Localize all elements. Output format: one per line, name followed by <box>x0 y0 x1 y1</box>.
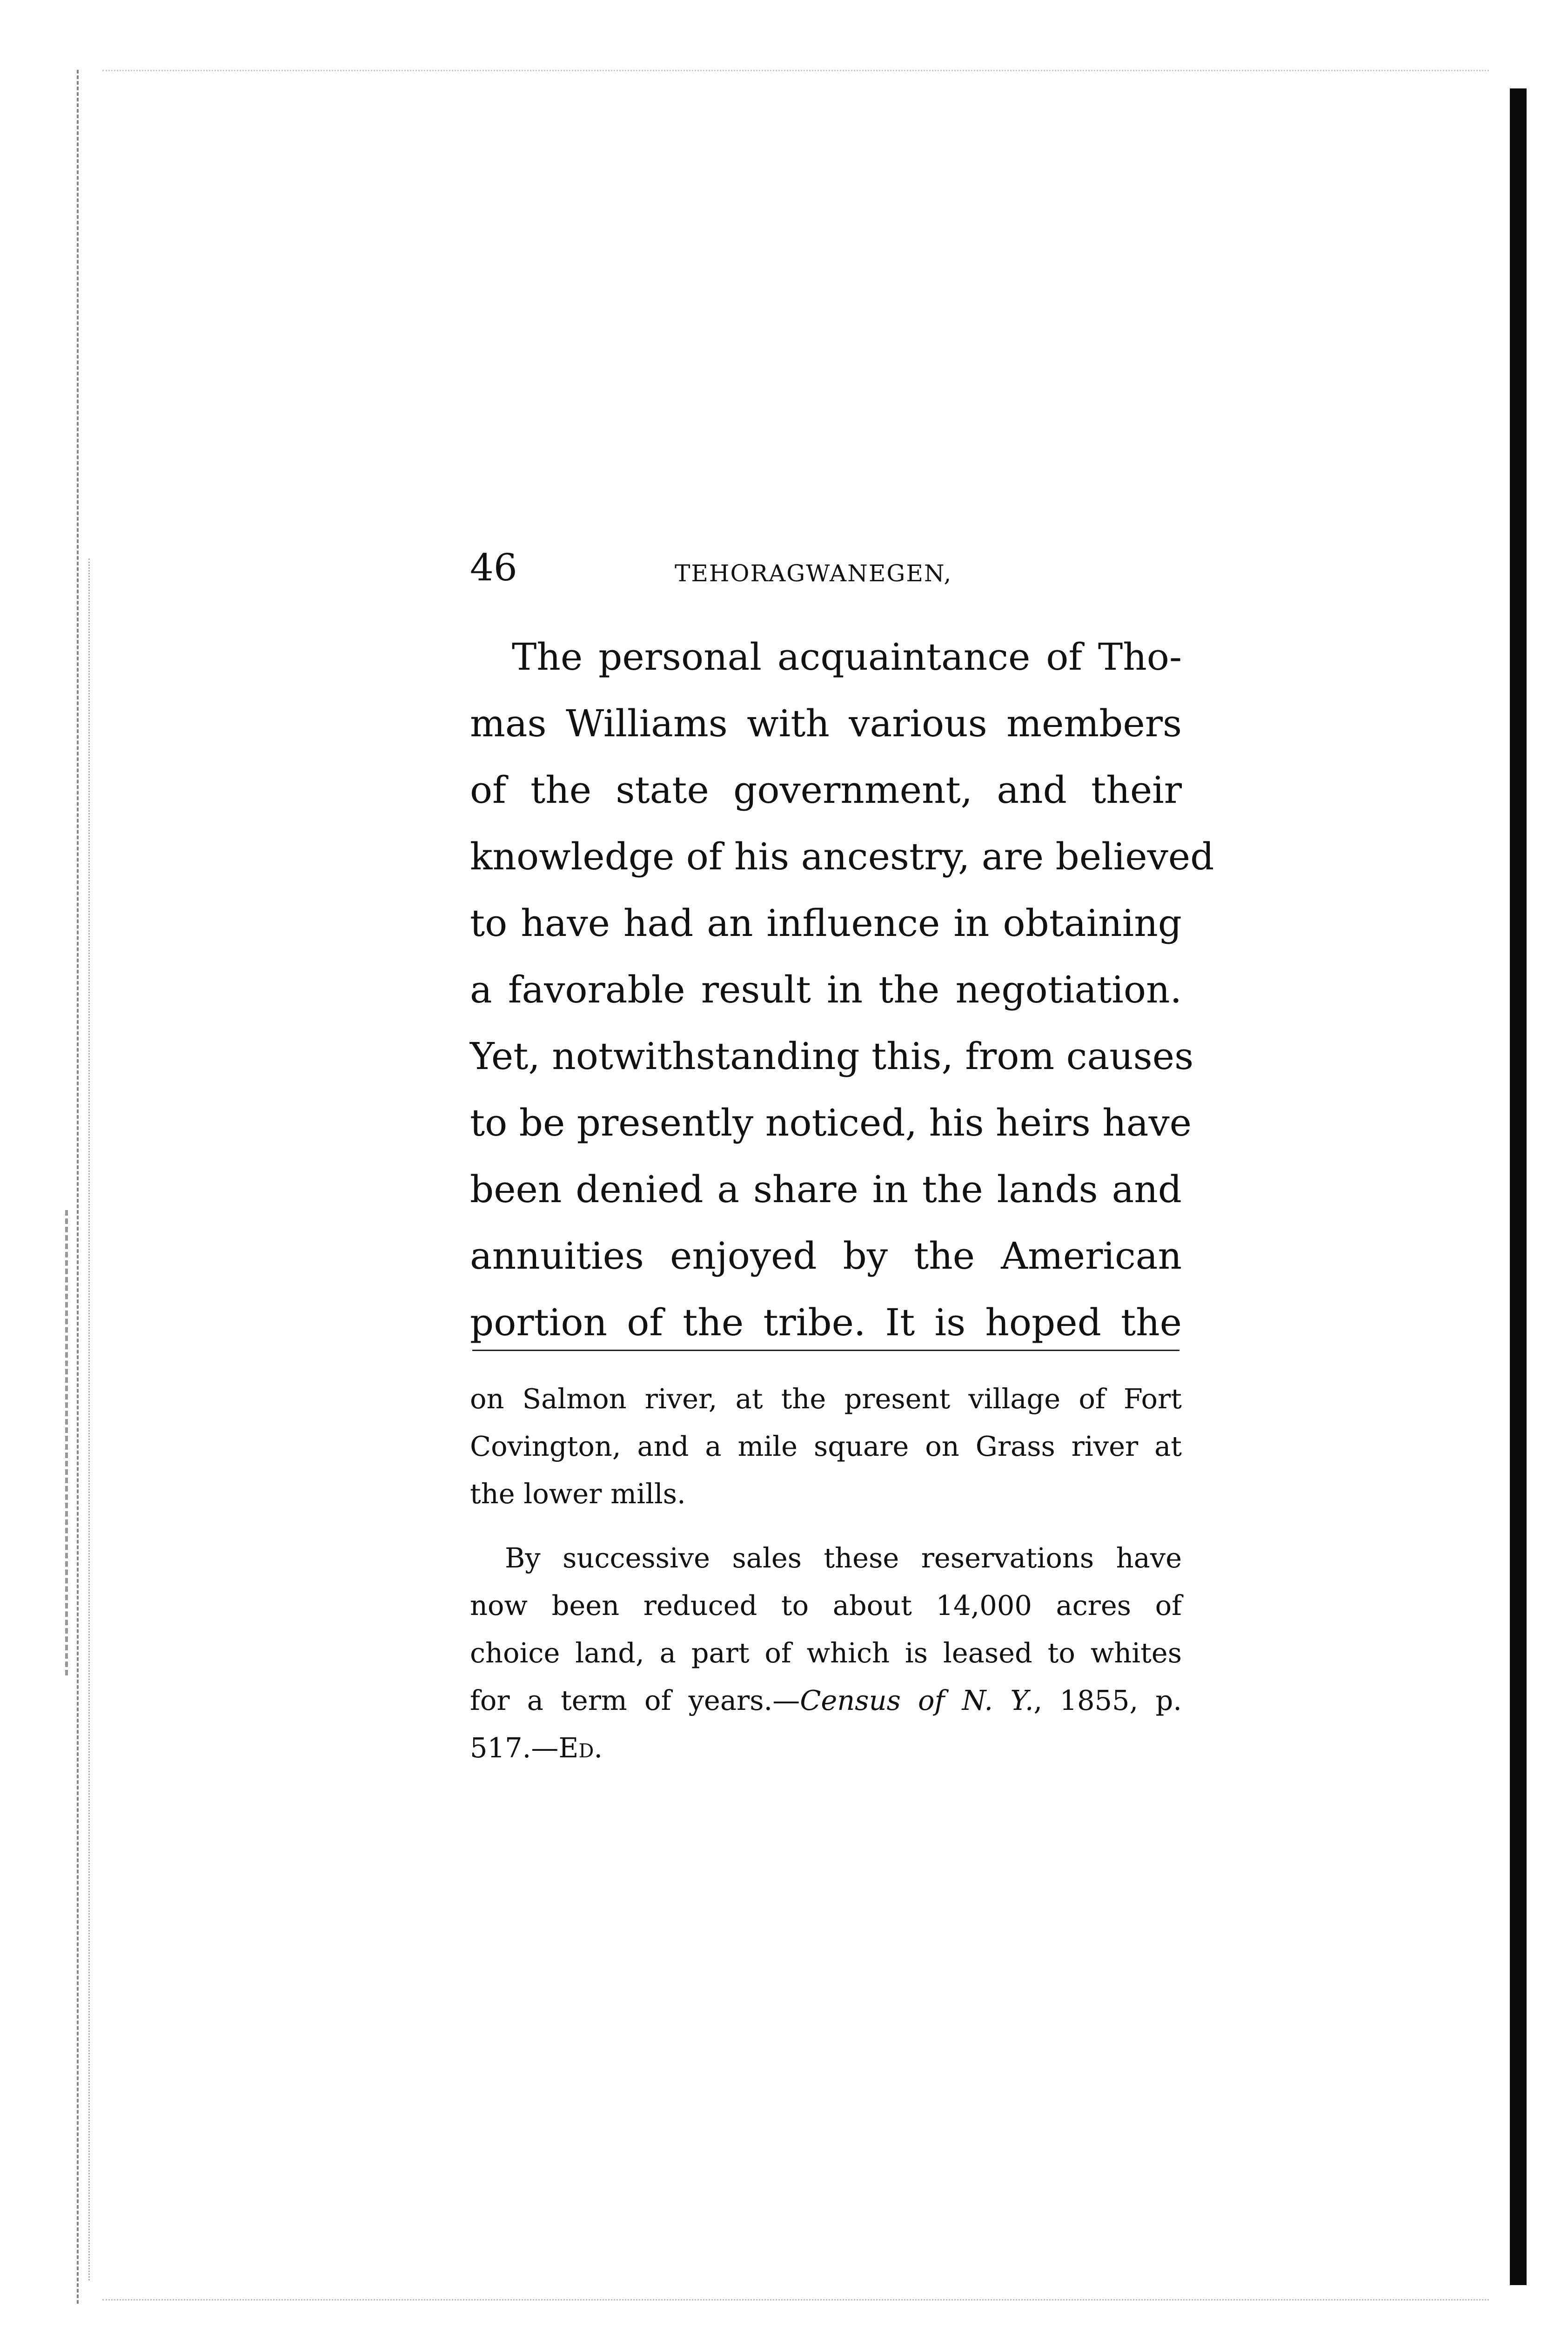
footnote-line: on Salmon river, at the present village of Fort <box>470 1383 1182 1415</box>
footnote-text: for a term of years.— <box>470 1684 800 1716</box>
footnote-text: , 1855, p. <box>1033 1684 1182 1716</box>
page-header <box>470 542 1182 593</box>
citation-title: Census of N. Y. <box>800 1684 1034 1716</box>
page-number: 46 <box>470 546 517 589</box>
running-head: TEHORAGWANEGEN, <box>675 560 952 587</box>
footnote-line: Covington, and a mile square on Grass river at <box>470 1430 1182 1462</box>
body-line: The personal acquaintance of Tho- <box>512 635 1182 679</box>
body-line: annuities enjoyed by the American <box>470 1234 1182 1278</box>
footnote-line: now been reduced to about 14,000 acres of <box>470 1589 1182 1621</box>
scan-edge-artifact <box>65 1210 72 1675</box>
scan-edge-artifact <box>88 558 93 2280</box>
body-line: to have had an influence in obtaining <box>470 901 1182 945</box>
body-line: to be presently noticed, his heirs have <box>470 1101 1192 1144</box>
footnote-citation-line <box>470 1677 1182 1724</box>
body-line: knowledge of his ancestry, are believed <box>470 835 1214 878</box>
scan-edge-artifact <box>77 70 83 2304</box>
footnote-divider <box>472 1350 1179 1351</box>
body-line: a favorable result in the negotiation. <box>470 968 1182 1011</box>
scan-noise <box>102 2299 1489 2300</box>
footnote-line: choice land, a part of which is leased to whites <box>470 1637 1182 1669</box>
body-line: been denied a share in the lands and <box>470 1168 1182 1211</box>
footnote-line: By successive sales these reservations have <box>505 1542 1182 1574</box>
footnote-line: the lower mills. <box>470 1478 686 1510</box>
footnote <box>470 1375 1182 1772</box>
body-line: portion of the tribe. It is hoped the <box>470 1301 1182 1344</box>
body-paragraph <box>470 624 1214 1356</box>
footnote-line <box>470 1724 1182 1772</box>
body-line: Yet, notwithstanding this, from causes <box>470 1035 1194 1078</box>
footnote-text: 517.— <box>470 1732 559 1764</box>
body-line: of the state government, and their <box>470 768 1182 812</box>
scan-noise <box>102 70 1489 71</box>
editor-mark: Ed. <box>558 1732 603 1764</box>
body-line: mas Williams with various members <box>470 702 1182 745</box>
page-binding-shadow <box>1510 88 1527 2285</box>
